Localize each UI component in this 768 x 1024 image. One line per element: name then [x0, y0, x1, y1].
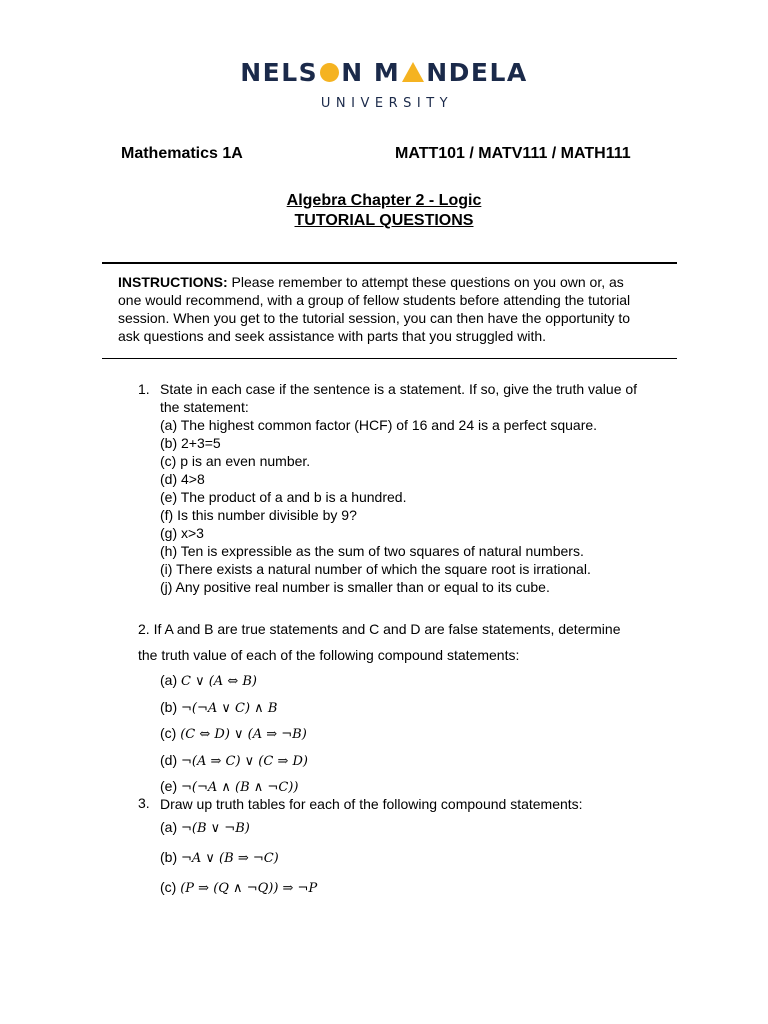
document-title-block — [0, 191, 768, 231]
question-stem: Draw up truth tables for each of the following compound statements: — [160, 796, 583, 812]
logic-expression: ¬(B ∨ ¬B) — [181, 821, 250, 836]
list-item — [160, 813, 658, 843]
chapter-title: Algebra Chapter 2 - Logic — [286, 192, 482, 209]
item-label: (b) — [160, 698, 181, 715]
logic-expression: ¬(¬A ∨ C) ∧ B — [181, 700, 278, 716]
question-3 — [138, 795, 658, 903]
course-codes: MATT101 / MATV111 / MATH111 — [395, 145, 631, 162]
item-label: (a) — [160, 672, 181, 688]
question-stem: the truth value of each of the following compound statements: — [138, 647, 520, 663]
list-item — [160, 668, 658, 695]
instructions-text: Please remember to attempt these questions on you own or, as one would recommend, with a group of fellow students before attending the tutorial session. When you get to the tutorial session, you can then have the opportunity to ask questions and seek assistance with parts that you struggled with. — [118, 274, 631, 344]
logo-text-part2: N M — [341, 58, 401, 87]
instructions-label: INSTRUCTIONS: — [118, 274, 228, 290]
logic-expression: (C ⇔ D) ∨ (A ⇒ ¬B) — [180, 727, 307, 742]
logo-subtitle: UNIVERSITY — [320, 96, 454, 111]
list-item: (i) There exists a natural number of which the square root is irrational. — [160, 561, 591, 577]
logic-expression: ¬(¬A ∧ (B ∧ ¬C)) — [181, 780, 299, 795]
logic-expression: (P ⇒ (Q ∧ ¬Q)) ⇒ ¬P — [180, 881, 318, 896]
list-item: (g) x>3 — [160, 525, 204, 541]
item-label: (b) — [160, 849, 181, 865]
list-item: (f) Is this number divisible by 9? — [160, 507, 357, 523]
logo-wordmark — [0, 58, 768, 88]
list-item: (e) The product of a and b is a hundred. — [160, 489, 407, 505]
list-item: (a) The highest common factor (HCF) of 16 and 24 is a perfect square. — [160, 417, 598, 433]
course-name: Mathematics 1A — [121, 145, 243, 162]
question-2 — [138, 616, 658, 801]
list-item — [160, 748, 658, 775]
question-number: 1. — [138, 381, 150, 397]
logo-text-part3: NDELA — [426, 58, 528, 87]
list-item — [160, 873, 658, 903]
divider-bottom — [102, 358, 677, 359]
question-stem: State in each case if the sentence is a statement. If so, give the truth value of the statement: — [160, 381, 638, 415]
list-item: (h) Ten is expressible as the sum of two squares of natural numbers. — [160, 543, 584, 559]
instructions-box — [118, 273, 648, 345]
question-number: 3. — [138, 795, 150, 811]
question-stem: 2. If A and B are true statements and C and D are false statements, determine — [138, 621, 621, 637]
list-item — [160, 843, 658, 873]
list-item: (b) 2+3=5 — [160, 435, 221, 451]
logic-expression: C ∨ (A ⇔ B) — [181, 674, 257, 689]
list-item: (c) p is an even number. — [160, 453, 311, 469]
list-item: (j) Any positive real number is smaller than or equal to its cube. — [160, 579, 550, 595]
list-item — [160, 721, 658, 748]
item-label: (d) — [160, 751, 181, 768]
sun-circle-icon — [320, 63, 339, 82]
university-logo — [0, 58, 768, 111]
divider-top — [102, 262, 677, 264]
item-label: (c) — [160, 879, 181, 895]
item-label: (a) — [160, 819, 181, 835]
triangle-icon — [402, 62, 424, 82]
list-item — [160, 695, 658, 722]
list-item: (d) 4>8 — [160, 471, 205, 487]
tutorial-title: TUTORIAL QUESTIONS — [294, 212, 474, 229]
logic-expression: ¬A ∨ (B ⇒ ¬C) — [181, 851, 279, 866]
logic-expression: ¬(A ⇒ C) ∨ (C ⇒ D) — [181, 753, 308, 769]
logo-text-part1: NELS — [240, 58, 319, 87]
item-label: (e) — [160, 778, 181, 794]
item-label: (c) — [160, 725, 181, 741]
question-1 — [138, 380, 658, 596]
